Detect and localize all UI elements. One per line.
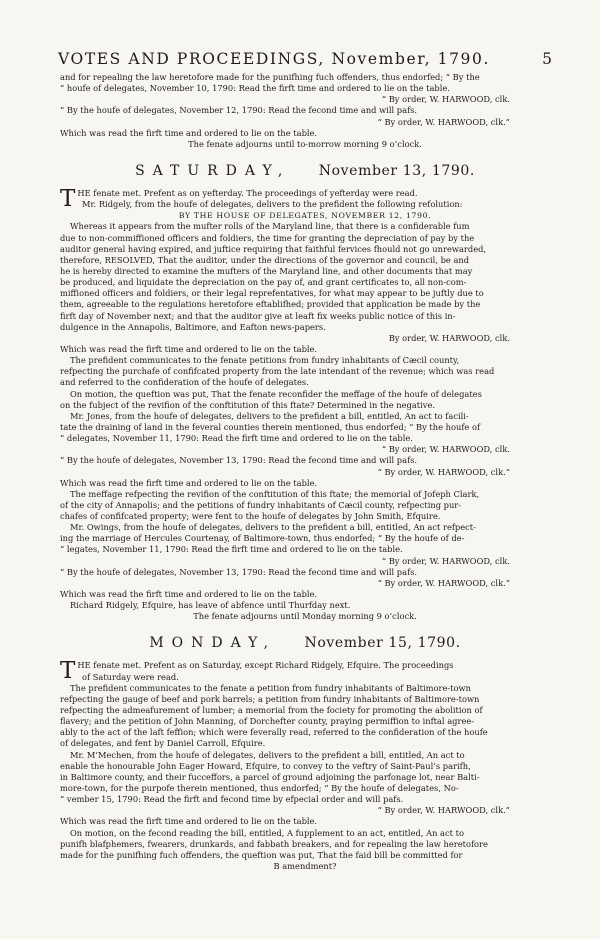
text-line: Mr. Owings, from the houfe of delegates, delivers to the prefident a bill, entitled, An act refpect- xyxy=(70,522,476,533)
drop-cap: T xyxy=(60,658,76,685)
signature-line: “ By order, W. HARWOOD, clk.” xyxy=(377,805,510,816)
running-title: VOTES AND PROCEEDINGS, November, 1790. xyxy=(58,50,490,68)
text-line: on the fubject of the revifion of the conftitution of this ftate? Determined in the negative. xyxy=(60,399,435,410)
signature-line: “ By order, W. HARWOOD, clk. xyxy=(381,444,510,455)
day-name: SATURDAY, xyxy=(135,162,291,179)
text-line: enable the honourable John Eager Howard, Efquire, to convey to the veftry of Saint-Paul’s parifh, xyxy=(60,760,471,771)
text-line: Richard Ridgely, Efquire, has leave of abfence until Thurfday next. xyxy=(70,600,351,611)
text-line: therefore, RESOLVED, That the auditor, under the directions of the governor and council, be and xyxy=(60,254,470,265)
text-line: HE fenate met. Prefent as on Saturday, except Richard Ridgely, Efquire. The proceedings xyxy=(77,660,454,671)
signature-mark-line: B amendment? xyxy=(273,861,337,871)
text-line: punifh blafphemers, fwearers, drunkards, and fabbath breakers, and for repealing the law heretofore xyxy=(60,838,488,849)
signature-line: “ By order, W. HARWOOD, clk. xyxy=(381,555,510,566)
text-line: more-town, for the purpofe therein mentioned, thus endorfed; “ By the houfe of delegates, No- xyxy=(60,783,459,794)
text-line: “ vember 15, 1790: Read the firft and fecond time by efpecial order and will pafs. xyxy=(60,794,404,805)
day-date: November 13, 1790. xyxy=(318,162,475,179)
text-line: of Saturday were read. xyxy=(82,671,179,682)
text-line: Which was read the firft time and ordered to lie on the table. xyxy=(60,589,318,600)
text-line: Which was read the firft time and ordered to lie on the table. xyxy=(60,343,318,354)
adjournment-line: The fenate adjourns until Monday morning 9 o’clock. xyxy=(193,611,417,622)
text-line: “ By the houfe of delegates, November 12, 1790: Read the fecond time and will pafs. xyxy=(60,105,418,116)
text-line: Which was read the firft time and ordered to lie on the table. xyxy=(60,127,318,138)
text-line: Whereas it appears from the mufter rolls of the Maryland line, that there is a confiderable fum xyxy=(70,221,470,232)
text-line: in Baltimore county, and their fucceffors, a parcel of ground adjoining the parfonage lot, near Balti- xyxy=(60,771,480,782)
text-line: dulgence in the Annapolis, Baltimore, and Eafton news-papers. xyxy=(60,321,326,332)
text-line: “ delegates, November 11, 1790: Read the firft time and ordered to lie on the table. xyxy=(60,433,413,444)
text-line: he is hereby directed to examine the mufters of the Maryland line, and other documents that may xyxy=(60,265,473,276)
text-line: miffioned officers and foldiers, or their legal reprefentatives, for what may appear to be juftly due to xyxy=(60,288,484,299)
text-line: of the city of Annapolis; and the petitions of fundry inhabitants of Cæcil county, refpecting pur- xyxy=(60,499,462,510)
continued-proceedings xyxy=(60,72,550,150)
text-line: firft day of November next; and that the auditor give at leaft fix weeks public notice of this in- xyxy=(60,310,456,321)
text-line: Mr. Jones, from the houfe of delegates, delivers to the prefident a bill, entitled, An act to facili- xyxy=(70,410,469,421)
text-line: of delegates, and fent by Daniel Carroll, Efquire. xyxy=(60,738,266,749)
text-line: refpecting the admeafurement of lumber; a memorial from the fociety for promoting the abolition of xyxy=(60,705,483,716)
text-line: them, agreeable to the regulations heretofore eftablifhed; provided that application be made by the xyxy=(60,299,481,310)
page-body xyxy=(60,72,550,872)
day-name: MONDAY, xyxy=(149,635,277,652)
monday-proceedings xyxy=(60,660,550,872)
text-line: ing the marriage of Hercules Courtenay, of Baltimore-town, thus endorfed; “ By the houfe of de- xyxy=(60,533,465,544)
signature-line: By order, W. HARWOOD, clk. xyxy=(388,332,510,343)
text-line: due to non-commiffioned officers and foldiers, the time for granting the depreciation of pay by the xyxy=(60,232,475,243)
text-line: refpecting the purchafe of confifcated property from the late intendant of the revenue; which was read xyxy=(60,366,495,377)
text-line: “ By the houfe of delegates, November 13, 1790: Read the fecond time and will pafs. xyxy=(60,566,418,577)
adjournment-line: The fenate adjourns until to-morrow morning 9 o’clock. xyxy=(188,138,422,149)
day-heading-saturday xyxy=(60,156,550,186)
text-line: made for the punifhing fuch offenders, the queftion was put, That the faid bill be committed for xyxy=(60,849,463,860)
signature-line: “ By order, W. HARWOOD, clk. xyxy=(381,94,510,105)
page-header xyxy=(58,50,552,72)
text-line: tate the draining of land in the feveral counties therein mentioned, thus endorfed; “ By the houfe of xyxy=(60,421,481,432)
text-line: HE fenate met. Prefent as on yefterday. The proceedings of yefterday were read. xyxy=(77,187,418,198)
saturday-proceedings xyxy=(60,185,550,622)
page-number: 5 xyxy=(542,50,552,68)
text-line: Which was read the firft time and ordered to lie on the table. xyxy=(60,816,318,827)
resolution-heading: BY THE HOUSE OF DELEGATES, NOVEMBER 12, 1790. xyxy=(178,211,432,221)
text-line: flavery; and the petition of John Manning, of Dorchefter county, praying permiffion to inftal agree- xyxy=(60,716,475,727)
text-line: “ houfe of delegates, November 10, 1790: Read the firft time and ordered to lie on the table. xyxy=(60,83,450,94)
text-line: Which was read the firft time and ordered to lie on the table. xyxy=(60,477,318,488)
text-line: On motion, on the fecond reading the bill, entitled, A fupplement to an act, entitled, An act to xyxy=(70,827,464,838)
signature-line: “ By order, W. HARWOOD, clk.” xyxy=(377,466,510,477)
text-line: refpecting the gauge of beef and pork barrels; a petition from fundry inhabitants of Baltimore-town xyxy=(60,693,480,704)
text-line: Mr. Ridgely, from the houfe of delegates, delivers to the prefident the following refolution: xyxy=(82,199,463,210)
text-line: On motion, the queftion was put, That the fenate reconfider the meffage of the houfe of delegates xyxy=(70,388,482,399)
text-line: and referred to the confideration of the houfe of delegates. xyxy=(60,377,309,388)
text-line: Mr. M’Mechen, from the houfe of delegates, delivers to the prefident a bill, entitled, An act to xyxy=(70,749,465,760)
day-date: November 15, 1790. xyxy=(304,635,461,652)
drop-cap: T xyxy=(60,185,76,212)
text-line: The prefident communicates to the fenate a petition from fundry inhabitants of Baltimore-town xyxy=(70,682,471,693)
signature-line: “ By order, W. HARWOOD, clk.” xyxy=(377,116,510,127)
text-line: “ legates, November 11, 1790: Read the firft time and ordered to lie on the table. xyxy=(60,544,403,555)
day-heading-monday xyxy=(60,628,550,658)
text-line: ably to the act of the laft feffion; which were feverally read, referred to the confideration of the houfe xyxy=(60,727,488,738)
text-line: The prefident communicates to the fenate petitions from fundry inhabitants of Cæcil county, xyxy=(70,355,460,366)
text-line: and for repealing the law heretofore made for the punifhing fuch offenders, thus endorfed; “ By the xyxy=(60,72,480,82)
text-line: “ By the houfe of delegates, November 13, 1790: Read the fecond time and will pafs. xyxy=(60,455,418,466)
text-line: auditor general having expired, and juftice requiring that faithful fervices fhould not go unrewarded, xyxy=(60,243,487,254)
signature-line: “ By order, W. HARWOOD, clk.” xyxy=(377,577,510,588)
text-line: be produced, and liquidate the depreciation on the pay of, and grant certificates to, all non-com- xyxy=(60,277,467,288)
text-line: chafes of confifcated property; were fent to the houfe of delegates by John Smith, Efquire. xyxy=(60,511,441,522)
text-line: The meffage refpecting the revifion of the conftitution of this ftate; the memorial of Jofeph Clark, xyxy=(70,488,480,499)
